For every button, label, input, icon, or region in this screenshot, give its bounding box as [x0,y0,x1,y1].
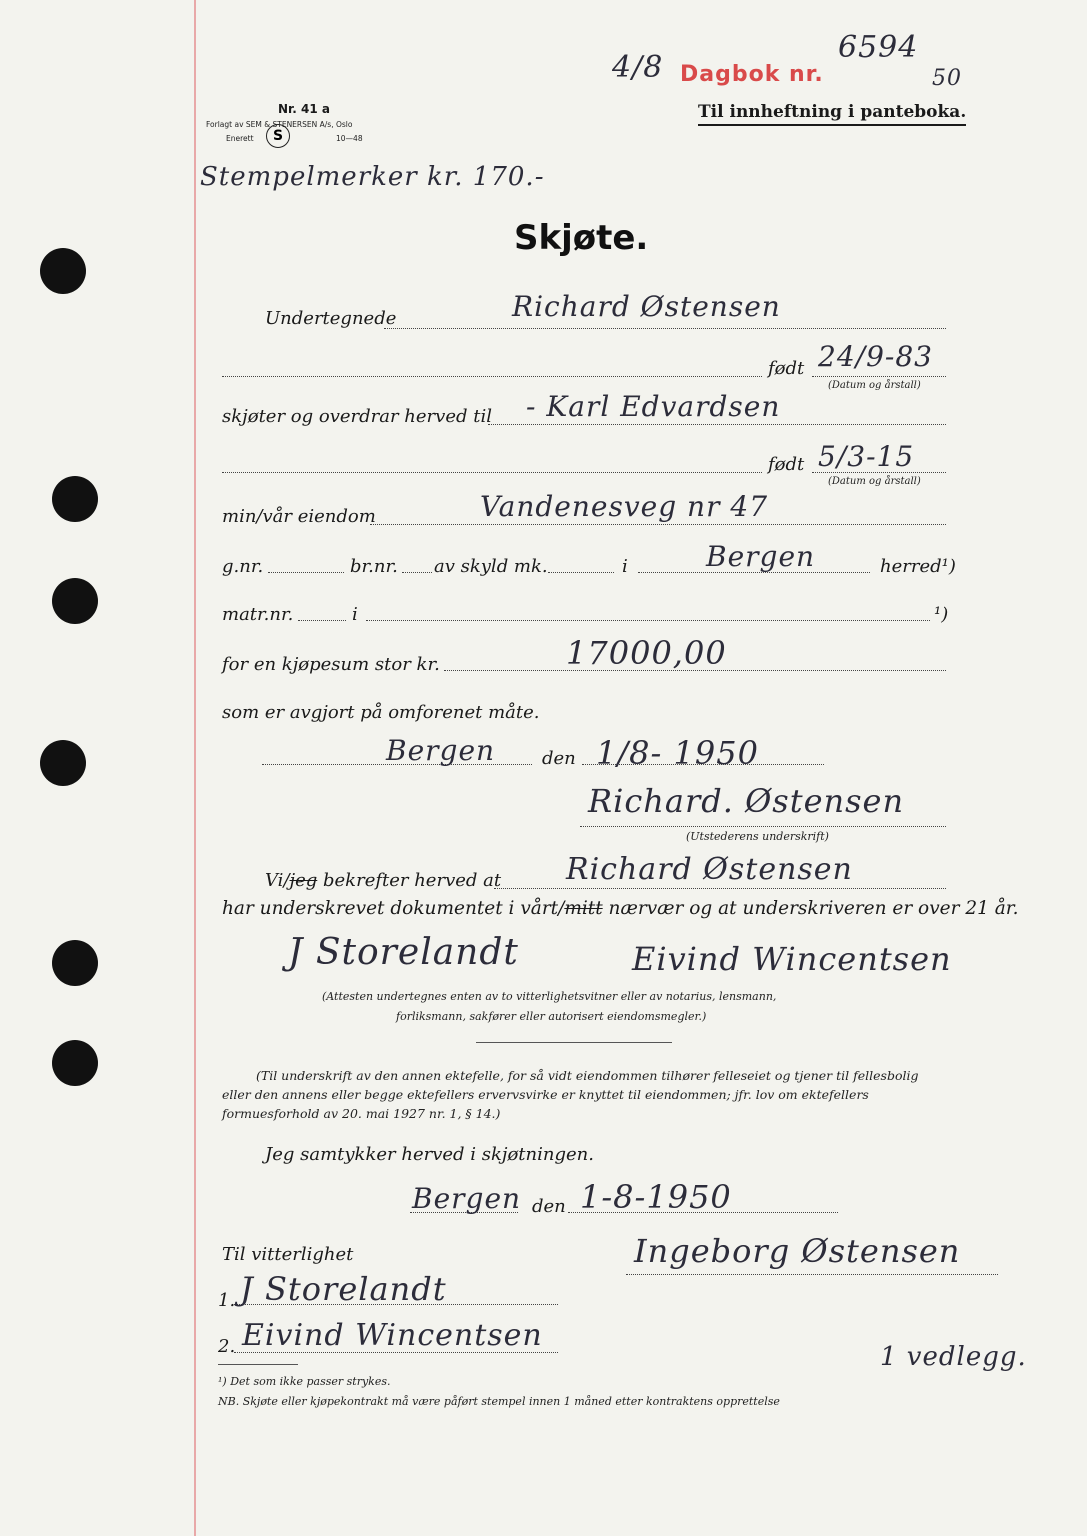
fill-line [580,826,946,827]
attest-note-1: (Attesten undertegnes enten av to vitterlighetsvitner eller av notarius, lensmann, [322,990,777,1003]
fodt2-value: 5/3-15 [818,440,915,473]
undertegnede-value: Richard Østensen [512,290,781,323]
witness-signature-2: Eivind Wincentsen [632,940,952,978]
punch-hole [40,248,86,294]
fill-line [402,572,432,573]
year-suffix: 50 [932,66,962,91]
vitterlighet-label: Til vitterlighet [222,1244,354,1265]
confirm-value: Richard Østensen [566,852,853,887]
paren-note: ¹) [934,604,949,625]
avgjort-text: som er avgjort på omforenet måte. [222,702,540,723]
fodt1-value: 24/9-83 [818,340,933,373]
confirm-line-1 [265,870,501,891]
eiendom-value: Vandenesveg nr 47 [480,490,769,523]
witness-2: Eivind Wincentsen [242,1318,543,1353]
confirm-line2-a: har underskrevet dokumentet i vårt/ [222,898,565,919]
witness-1: J Storelandt [240,1270,447,1308]
confirm-suffix: bekrefter herved at [317,870,502,891]
fill-line [366,620,930,621]
skjoter-label: skjøter og overdrar herved til [222,406,492,427]
punch-hole [52,578,98,624]
footnote-2: NB. Skjøte eller kjøpekontrakt må være påført stempel innen 1 måned etter kontraktens opprettelse [218,1395,780,1408]
fill-line [812,376,946,377]
punch-hole [52,476,98,522]
attest-note-2: forliksmann, sakfører eller autorisert eiendomsmegler.) [396,1010,707,1023]
date-1: 1/8- 1950 [596,734,759,772]
confirm-line-2 [222,898,1018,919]
fill-line [370,524,946,525]
skjoter-value: - Karl Edvardsen [526,390,781,423]
publisher-logo: S [266,124,290,148]
confirm-line2-struck: mitt [564,898,603,919]
consent-text: Jeg samtykker herved i skjøtningen. [265,1144,594,1165]
date-note: 4/8 [612,50,664,85]
spouse-signature: Ingeborg Østensen [634,1232,961,1270]
title-right: Til innheftning i panteboka. [698,102,966,126]
confirm-struck: jeg [289,870,318,891]
punch-hole [40,740,86,786]
undertegnede-label: Undertegnede [265,308,397,329]
margin-line [194,0,196,1536]
fill-line [298,620,346,621]
kjopesum-value: 17000,00 [566,634,727,672]
den-label-1: den [542,748,576,769]
vedlegg-note: 1 vedlegg. [880,1342,1027,1372]
spouse-note: (Til underskrift av den annen ektefelle, for så vidt eiendommen tilhører felleseiet og tjener til fellesbolig eller den annens eller begge ektefellers ervervsvirke er knyttet til eiendommen; jfr. lov om ektefellers formuesforhold av 20. mai 1927 nr. 1, § 14.) [222,1068,919,1121]
confirm-line2-b: nærvær og at underskriveren er over 21 år. [602,898,1019,919]
stamp-note: Stempelmerker kr. 170.- [200,162,545,192]
publisher-date: 10—48 [336,134,363,143]
dagbok-number: 6594 [838,30,919,65]
datum-caption: (Datum og årstall) [828,380,921,391]
gnr-label: g.nr. [222,556,264,577]
matr-label: matr.nr. [222,604,294,625]
footnote-1: ¹) Det som ikke passer strykes. [218,1375,391,1388]
herred-label: herred¹) [880,556,956,577]
fill-line [384,328,946,329]
punch-hole [52,1040,98,1086]
dagbok-stamp: Dagbok nr. [680,62,824,87]
separator [476,1042,672,1043]
kommune-value: Bergen [706,540,816,573]
fill-line [488,424,946,425]
fill-line [494,888,946,889]
publisher-enerett: Enerett [226,134,254,143]
witness-number-1: 1. [218,1290,236,1311]
fodt-label-2: født [768,454,805,475]
form-number: Nr. 41 a [278,102,330,116]
witness-number-2: 2. [218,1336,236,1357]
witness-signature-1: J Storelandt [288,932,519,973]
kjopesum-label: for en kjøpesum stor kr. [222,654,440,675]
fill-line [548,572,614,573]
eiendom-label: min/vår eiendom [222,506,376,527]
utsteder-signature: Richard. Østensen [588,782,905,820]
fill-line [222,472,762,473]
publisher-line: Forlagt av SEM & STENERSEN A/s, Oslo [206,120,353,129]
i-label: i [622,556,628,577]
place-2: Bergen [412,1182,522,1215]
fill-line [222,376,762,377]
place-1: Bergen [386,734,496,767]
utsteder-caption: (Utstederens underskrift) [686,830,829,843]
den-label-2: den [532,1196,566,1217]
footnote-separator [218,1364,298,1365]
date-2: 1-8-1950 [580,1178,732,1216]
datum-caption-2: (Datum og årstall) [828,476,921,487]
fill-line [268,572,344,573]
punch-hole [52,940,98,986]
fill-line [626,1274,998,1275]
skyld-label: av skyld mk. [434,556,548,577]
matr-i-label: i [352,604,358,625]
confirm-prefix: Vi/ [265,870,290,891]
document-title: Skjøte. [514,218,649,258]
brnr-label: br.nr. [350,556,398,577]
fodt-label: født [768,358,805,379]
